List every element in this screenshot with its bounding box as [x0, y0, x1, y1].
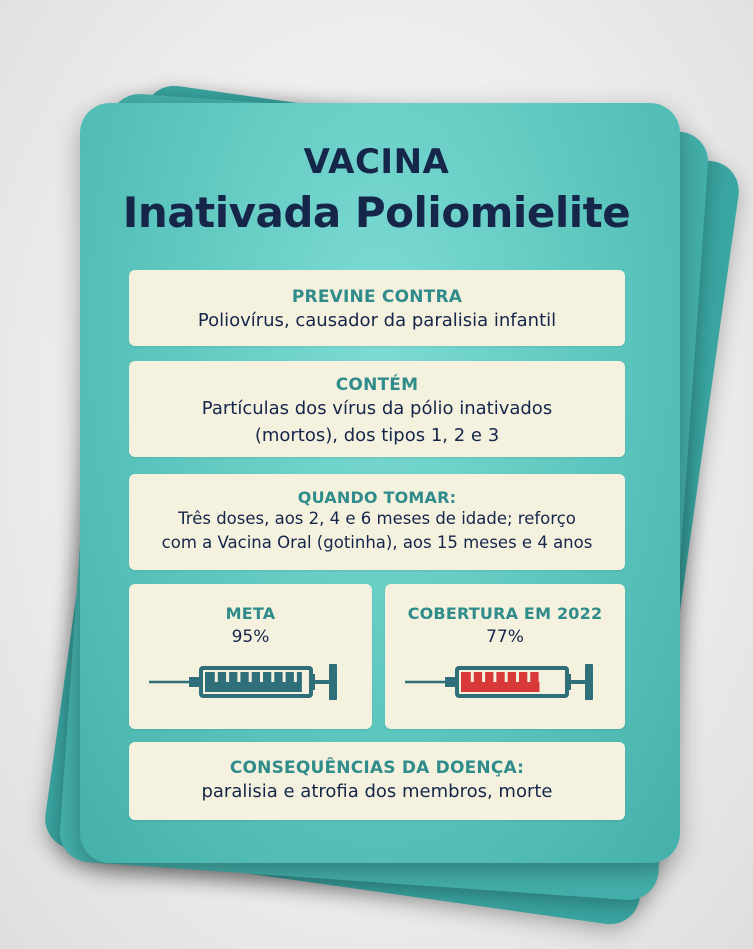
quando-text-line2: com a Vacina Oral (gotinha), aos 15 meses e 4 anos	[161, 533, 593, 552]
quando-label: QUANDO TOMAR:	[297, 488, 457, 507]
meta-value: 95%	[231, 627, 270, 647]
meta-label: META	[225, 604, 276, 623]
quando-tomar-box	[129, 474, 625, 570]
consequencias-text: paralisia e atrofia dos membros, morte	[201, 781, 553, 802]
consequencias-label: CONSEQUÊNCIAS DA DOENÇA:	[229, 758, 525, 778]
quando-text-line1: Três doses, aos 2, 4 e 6 meses de idade; reforço	[178, 509, 576, 528]
consequencias-box	[129, 742, 625, 820]
syringe-icon	[401, 660, 611, 704]
meta-box	[129, 584, 372, 729]
previne-text: Poliovírus, causador da paralisia infantil	[197, 310, 557, 331]
title-vaccine-name: Inativada Poliomielite	[122, 188, 631, 237]
contem-label: CONTÉM	[335, 375, 419, 395]
cobertura-value: 77%	[486, 627, 524, 647]
contem-box	[129, 361, 625, 457]
cobertura-label: COBERTURA EM 2022	[407, 604, 603, 623]
syringe-fill	[205, 672, 302, 692]
contem-text-line2: (mortos), dos tipos 1, 2 e 3	[254, 425, 500, 446]
syringe-icon	[145, 660, 355, 704]
cobertura-box	[385, 584, 625, 729]
title-vacina: VACINA	[303, 142, 450, 182]
previne-label: PREVINE CONTRA	[291, 287, 463, 307]
contem-text-line1: Partículas dos vírus da pólio inativados	[201, 398, 553, 419]
previne-box	[129, 270, 625, 346]
